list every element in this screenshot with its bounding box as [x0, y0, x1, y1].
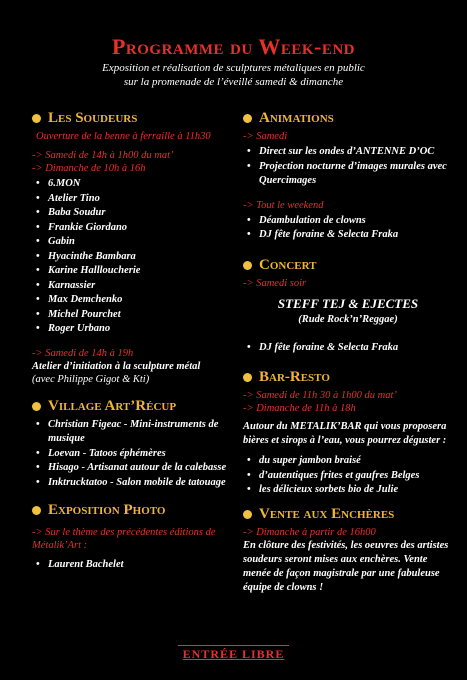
- section-heading: [243, 110, 453, 127]
- section-bar: [243, 369, 453, 498]
- list-item: • Christian Figeac - Mini-instruments de musique: [32, 418, 242, 447]
- list-item: • Hyacinthe Bambara: [32, 250, 242, 265]
- heading-text: Concert: [259, 256, 317, 273]
- bullet-dot-icon: [243, 373, 252, 382]
- concert-time: -> Samedi soir: [243, 277, 307, 289]
- bar-list: [243, 454, 453, 498]
- list-item: • Hisago - Artisanat autour de la calebasse: [32, 461, 242, 476]
- heading-text: Village Art’Récup: [48, 397, 177, 414]
- bar-intro: Autour du METALIK’BAR qui vous proposera bières et sirops à l’eau, vous pourrez déguster :: [243, 421, 447, 446]
- bullet-dot-icon: [32, 506, 41, 515]
- list-item: • d’autentiques frites et gaufres Belges: [243, 469, 453, 484]
- bullet-dot-icon: [243, 261, 252, 270]
- heading-text: Exposition Photo: [48, 502, 166, 518]
- list-item: • DJ fête foraine & Selecta Fraka: [243, 341, 453, 356]
- heading-text: Animations: [259, 110, 334, 126]
- section-heading: [243, 369, 453, 386]
- list-item: • les délicieux sorbets bio de Julie: [243, 483, 453, 498]
- sunday-schedule: -> Dimanche de 10h à 16h: [32, 163, 146, 174]
- section-encheres: [243, 506, 453, 595]
- workshop-hosts: (avec Philippe Gigot & Kti): [32, 373, 150, 385]
- list-item: • Karnassier: [32, 279, 242, 294]
- section-heading: [32, 110, 242, 127]
- band-name: STEFF TEJ & EJECTES: [277, 295, 419, 311]
- list-item: • Karine Hallloucherie: [32, 264, 242, 279]
- band-genre: (Rude Rock’n’Reggae): [298, 313, 398, 325]
- section-animations: [243, 110, 453, 243]
- bullet-dot-icon: [243, 114, 252, 123]
- bullet-dot-icon: [243, 510, 252, 519]
- list-item: • Loevan - Tatoos éphémères: [32, 447, 242, 462]
- expo-list: [32, 558, 242, 573]
- list-item: • du super jambon braisé: [243, 454, 453, 469]
- weekend-label: -> Tout le weekend: [243, 199, 324, 211]
- list-item: • Inktrucktatoo - Salon mobile de tatouage: [32, 476, 242, 491]
- heading-text: Bar-Resto: [259, 369, 330, 385]
- list-item: • Projection nocturne d’images murales avec Quercimages: [243, 160, 453, 189]
- subtitle-line-1: Exposition et réalisation de sculptures métaliques en public: [102, 62, 365, 74]
- page-title: Programme du Week-end: [111, 34, 356, 59]
- list-item: • Direct sur les ondes d’ANTENNE D’OC: [243, 145, 453, 160]
- saturday-schedule: -> Samedi de 11h 30 à 1h00 du mat’: [243, 390, 397, 401]
- subtitle-line-2: sur la promenade de l’éveillé samedi & dimanche: [123, 76, 344, 88]
- list-item: • Max Demchenko: [32, 293, 242, 308]
- list-item: • Baba Soudur: [32, 206, 242, 221]
- section-concert: [243, 257, 453, 356]
- section-expo: [32, 502, 242, 573]
- village-list: [32, 418, 242, 491]
- section-heading: [243, 506, 453, 523]
- list-item: • Déambulation de clowns: [243, 214, 453, 229]
- list-item: • Michel Pourchet: [32, 308, 242, 323]
- section-heading: [32, 502, 242, 519]
- section-village: [32, 398, 242, 491]
- workshop-time: -> Samedi de 14h à 19h: [32, 347, 134, 359]
- list-item: • Gabin: [32, 235, 242, 250]
- expo-note: -> Sur le thème des précédentes éditions de Métalik’Art :: [32, 527, 216, 551]
- section-heading: [243, 257, 453, 274]
- entry-banner: [0, 645, 467, 663]
- bullet-dot-icon: [32, 114, 41, 123]
- list-item: • Frankie Giordano: [32, 221, 242, 236]
- auction-time: -> Dimanche à partir de 16h00: [243, 526, 376, 538]
- section-soudeurs: [32, 110, 242, 386]
- opening-note: Ouverture de la benne à ferraille à 11h30: [36, 131, 211, 142]
- list-item: • 6.MON: [32, 177, 242, 192]
- left-column: [32, 110, 242, 573]
- list-item: • Laurent Bachelet: [32, 558, 242, 573]
- sunday-schedule: -> Dimanche de 11h à 18h: [243, 403, 356, 414]
- concert-list: [243, 341, 453, 356]
- saturday-schedule: -> Samedi de 14h à 1h00 du mat’: [32, 150, 174, 161]
- list-item: • Atelier Tino: [32, 192, 242, 207]
- workshop-title: Atelier d’initiation à la sculpture métal: [32, 360, 201, 372]
- saturday-list: [243, 145, 453, 189]
- weekend-list: [243, 214, 453, 243]
- section-heading: [32, 398, 242, 415]
- entry-text: ENTRÉE LIBRE: [178, 645, 290, 663]
- list-item: • Roger Urbano: [32, 322, 242, 337]
- auction-text: En clôture des festivités, les oeuvres des artistes soudeurs seront mises aux enchères. Vente menée de façon magistrale par une fabuleuse équipe de clowns !: [243, 539, 449, 593]
- bullet-dot-icon: [32, 402, 41, 411]
- artist-list: [32, 177, 242, 337]
- list-item: • DJ fête foraine & Selecta Fraka: [243, 228, 453, 243]
- right-column: [243, 110, 453, 595]
- heading-text: Les Soudeurs: [48, 110, 138, 126]
- heading-text: Vente aux Enchères: [259, 505, 395, 522]
- saturday-label: -> Samedi: [243, 131, 288, 142]
